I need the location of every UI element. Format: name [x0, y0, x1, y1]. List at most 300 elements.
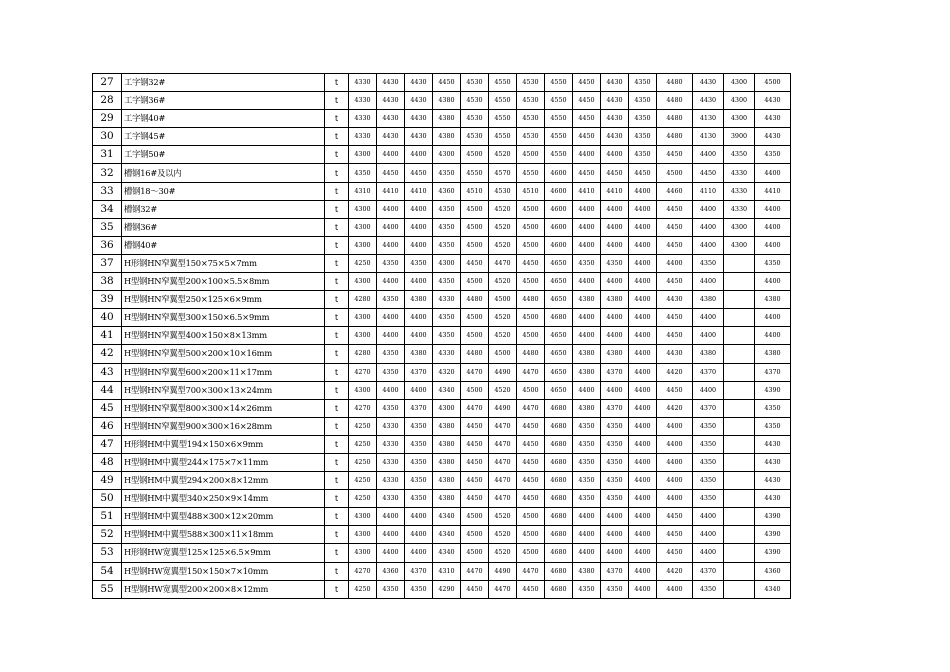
price-cell: 4350 — [693, 472, 724, 490]
price-cell: 4400 — [693, 200, 724, 218]
price-cell: 4500 — [517, 381, 545, 399]
price-cell: 4300 — [349, 273, 377, 291]
price-cell: 4350 — [601, 580, 629, 598]
price-cell: 4500 — [517, 327, 545, 345]
price-cell: 4450 — [517, 435, 545, 453]
price-cell: 4400 — [405, 508, 433, 526]
unit-cell: t — [325, 128, 349, 146]
material-name: H型钢HM中翼型244×175×7×11mm — [122, 453, 325, 471]
price-cell: 4400 — [573, 544, 601, 562]
table-row — [93, 472, 791, 490]
price-cell: 4450 — [601, 164, 629, 182]
price-cell: 4330 — [724, 164, 755, 182]
price-cell: 4330 — [377, 417, 405, 435]
price-cell: 4380 — [405, 291, 433, 309]
price-cell: 4530 — [461, 92, 489, 110]
price-cell: 4310 — [433, 562, 461, 580]
row-number: 31 — [93, 146, 122, 164]
price-cell: 4110 — [693, 182, 724, 200]
price-cell: 4350 — [724, 146, 755, 164]
price-cell: 4400 — [377, 236, 405, 254]
price-cell: 4450 — [517, 580, 545, 598]
price-cell: 4400 — [377, 526, 405, 544]
price-cell: 4450 — [517, 453, 545, 471]
price-cell: 4450 — [573, 164, 601, 182]
price-cell — [724, 254, 755, 272]
price-cell: 4400 — [657, 490, 693, 508]
row-number: 36 — [93, 236, 122, 254]
price-cell: 4330 — [349, 110, 377, 128]
price-cell: 4250 — [349, 580, 377, 598]
price-cell: 4380 — [433, 453, 461, 471]
price-cell: 4400 — [693, 526, 724, 544]
price-cell: 4400 — [377, 508, 405, 526]
price-cell: 4450 — [657, 544, 693, 562]
steel-price-table — [92, 73, 791, 599]
price-cell: 4290 — [433, 580, 461, 598]
unit-cell: t — [325, 490, 349, 508]
price-cell: 4500 — [461, 236, 489, 254]
price-cell: 4400 — [601, 146, 629, 164]
price-cell: 4350 — [573, 472, 601, 490]
price-cell: 4650 — [545, 363, 573, 381]
price-cell: 4300 — [724, 236, 755, 254]
price-cell: 4400 — [657, 472, 693, 490]
price-cell: 4400 — [629, 490, 657, 508]
material-name: H型钢HM中翼型340×250×9×14mm — [122, 490, 325, 508]
price-cell: 4520 — [489, 309, 517, 327]
price-cell: 4400 — [377, 146, 405, 164]
price-cell: 4300 — [349, 146, 377, 164]
price-cell: 4400 — [573, 327, 601, 345]
material-name: H型钢HN窄翼型600×200×11×17mm — [122, 363, 325, 381]
price-cell: 4400 — [573, 236, 601, 254]
table-row — [93, 128, 791, 146]
price-cell: 4400 — [377, 544, 405, 562]
price-cell: 4430 — [405, 92, 433, 110]
price-cell: 4470 — [461, 363, 489, 381]
price-cell — [724, 580, 755, 598]
price-cell: 4470 — [517, 363, 545, 381]
price-cell: 4500 — [461, 544, 489, 562]
price-cell: 4490 — [489, 399, 517, 417]
price-cell: 4380 — [405, 345, 433, 363]
price-cell: 4480 — [657, 128, 693, 146]
price-cell: 4350 — [601, 417, 629, 435]
price-cell: 4400 — [693, 544, 724, 562]
row-number: 47 — [93, 435, 122, 453]
price-cell: 4450 — [517, 417, 545, 435]
price-cell: 4450 — [405, 164, 433, 182]
price-cell: 4600 — [545, 200, 573, 218]
price-cell: 4500 — [461, 218, 489, 236]
price-cell: 4650 — [545, 381, 573, 399]
price-cell: 4400 — [629, 218, 657, 236]
row-number: 55 — [93, 580, 122, 598]
row-number: 54 — [93, 562, 122, 580]
price-cell: 4400 — [377, 381, 405, 399]
price-cell: 4400 — [693, 381, 724, 399]
price-cell: 4400 — [629, 236, 657, 254]
price-cell: 4380 — [433, 110, 461, 128]
price-cell — [724, 399, 755, 417]
price-cell: 4350 — [405, 490, 433, 508]
price-cell: 4550 — [489, 92, 517, 110]
price-cell: 4300 — [349, 218, 377, 236]
price-cell: 4350 — [693, 490, 724, 508]
price-cell: 4520 — [489, 508, 517, 526]
price-cell: 4450 — [461, 580, 489, 598]
price-cell: 4400 — [377, 309, 405, 327]
price-cell: 4480 — [657, 110, 693, 128]
unit-cell: t — [325, 453, 349, 471]
material-name: H型钢HW宽翼型200×200×8×12mm — [122, 580, 325, 598]
price-cell: 4450 — [657, 381, 693, 399]
price-cell: 4350 — [601, 435, 629, 453]
price-cell: 4650 — [545, 345, 573, 363]
unit-cell: t — [325, 254, 349, 272]
price-cell: 4330 — [349, 92, 377, 110]
price-cell: 4450 — [657, 526, 693, 544]
price-cell — [724, 490, 755, 508]
price-cell: 4510 — [461, 182, 489, 200]
price-cell: 4400 — [693, 327, 724, 345]
unit-cell: t — [325, 74, 349, 92]
price-cell: 4330 — [349, 74, 377, 92]
price-cell: 4380 — [433, 435, 461, 453]
price-cell: 4520 — [489, 273, 517, 291]
price-cell: 4510 — [517, 182, 545, 200]
material-name: H形钢HN窄翼型150×75×5×7mm — [122, 254, 325, 272]
price-cell: 4500 — [461, 381, 489, 399]
price-cell: 4680 — [545, 435, 573, 453]
price-cell: 4460 — [657, 182, 693, 200]
price-cell: 4500 — [489, 345, 517, 363]
price-cell: 4410 — [755, 182, 791, 200]
price-cell: 4350 — [629, 92, 657, 110]
price-cell: 4500 — [517, 218, 545, 236]
row-number: 49 — [93, 472, 122, 490]
price-cell — [724, 508, 755, 526]
price-cell: 4520 — [489, 544, 517, 562]
price-cell: 4680 — [545, 309, 573, 327]
row-number: 34 — [93, 200, 122, 218]
price-cell: 4350 — [601, 453, 629, 471]
price-cell: 4500 — [517, 508, 545, 526]
unit-cell: t — [325, 435, 349, 453]
price-cell: 4450 — [517, 490, 545, 508]
price-cell: 4400 — [755, 273, 791, 291]
price-cell: 4400 — [377, 327, 405, 345]
price-cell: 4400 — [755, 327, 791, 345]
price-cell: 4530 — [517, 74, 545, 92]
price-cell: 4380 — [573, 399, 601, 417]
price-cell: 4250 — [349, 254, 377, 272]
price-cell: 4370 — [405, 399, 433, 417]
price-cell: 4250 — [349, 417, 377, 435]
price-cell: 4530 — [461, 74, 489, 92]
unit-cell: t — [325, 110, 349, 128]
price-cell: 4350 — [573, 417, 601, 435]
price-cell: 4400 — [693, 236, 724, 254]
price-cell: 4400 — [405, 236, 433, 254]
price-cell: 4400 — [573, 273, 601, 291]
unit-cell: t — [325, 544, 349, 562]
price-cell: 4450 — [461, 472, 489, 490]
material-name: 工字钢50# — [122, 146, 325, 164]
table-row — [93, 417, 791, 435]
table-row — [93, 580, 791, 598]
price-cell — [724, 544, 755, 562]
price-cell: 4350 — [377, 363, 405, 381]
price-cell: 4300 — [724, 92, 755, 110]
price-cell: 4400 — [629, 435, 657, 453]
price-cell: 4520 — [489, 381, 517, 399]
price-cell: 4400 — [377, 200, 405, 218]
row-number: 27 — [93, 74, 122, 92]
price-cell — [724, 435, 755, 453]
price-cell: 4680 — [545, 544, 573, 562]
price-cell: 4430 — [405, 110, 433, 128]
price-cell: 4350 — [405, 580, 433, 598]
price-cell: 4480 — [461, 291, 489, 309]
row-number: 28 — [93, 92, 122, 110]
material-name: 槽钢36# — [122, 218, 325, 236]
price-cell: 4350 — [405, 453, 433, 471]
material-name: H型钢HW宽翼型150×150×7×10mm — [122, 562, 325, 580]
price-cell: 4400 — [405, 309, 433, 327]
price-cell: 4450 — [657, 146, 693, 164]
unit-cell: t — [325, 580, 349, 598]
material-name: 工字钢45# — [122, 128, 325, 146]
price-cell: 4500 — [517, 273, 545, 291]
price-cell: 4380 — [601, 345, 629, 363]
price-cell: 4350 — [433, 236, 461, 254]
table-row — [93, 508, 791, 526]
price-cell: 4400 — [629, 544, 657, 562]
material-name: 槽钢18～30# — [122, 182, 325, 200]
price-cell: 4130 — [693, 128, 724, 146]
price-cell: 4450 — [461, 435, 489, 453]
price-cell: 4430 — [405, 128, 433, 146]
price-cell: 4550 — [489, 128, 517, 146]
price-cell: 4500 — [517, 544, 545, 562]
price-cell: 4330 — [377, 472, 405, 490]
price-cell: 4430 — [755, 490, 791, 508]
material-name: 槽钢40# — [122, 236, 325, 254]
price-cell: 4430 — [693, 74, 724, 92]
price-cell: 4350 — [573, 254, 601, 272]
price-cell: 4450 — [573, 110, 601, 128]
price-cell: 4450 — [693, 164, 724, 182]
price-cell: 4470 — [489, 417, 517, 435]
price-cell: 4400 — [601, 218, 629, 236]
price-cell: 4430 — [693, 92, 724, 110]
price-cell: 4400 — [405, 327, 433, 345]
price-cell: 4450 — [461, 453, 489, 471]
price-cell: 4450 — [433, 74, 461, 92]
price-cell: 4280 — [349, 291, 377, 309]
material-name: H型钢HN窄翼型700×300×13×24mm — [122, 381, 325, 399]
price-cell: 4450 — [657, 273, 693, 291]
price-cell: 4430 — [601, 128, 629, 146]
row-number: 38 — [93, 273, 122, 291]
row-number: 33 — [93, 182, 122, 200]
unit-cell: t — [325, 508, 349, 526]
price-cell — [724, 309, 755, 327]
price-cell: 4420 — [657, 562, 693, 580]
price-cell: 4370 — [601, 363, 629, 381]
price-cell: 4400 — [755, 236, 791, 254]
price-cell: 4350 — [755, 146, 791, 164]
price-cell — [724, 526, 755, 544]
price-cell: 4430 — [377, 128, 405, 146]
price-cell: 4400 — [629, 327, 657, 345]
row-number: 44 — [93, 381, 122, 399]
price-cell: 4480 — [517, 345, 545, 363]
price-cell: 4550 — [545, 146, 573, 164]
price-cell: 4390 — [755, 526, 791, 544]
price-cell: 4600 — [545, 218, 573, 236]
price-cell: 4300 — [724, 74, 755, 92]
price-cell: 4400 — [405, 273, 433, 291]
price-cell: 4350 — [693, 417, 724, 435]
price-cell: 4680 — [545, 490, 573, 508]
material-name: H型钢HN窄翼型300×150×6.5×9mm — [122, 309, 325, 327]
price-cell: 4380 — [433, 490, 461, 508]
unit-cell: t — [325, 309, 349, 327]
material-name: H型钢HM中翼型488×300×12×20mm — [122, 508, 325, 526]
table-row — [93, 218, 791, 236]
price-cell: 4480 — [657, 92, 693, 110]
material-name: H型钢HM中翼型588×300×11×18mm — [122, 526, 325, 544]
price-cell: 4530 — [517, 110, 545, 128]
price-cell: 4550 — [489, 110, 517, 128]
price-cell: 4370 — [601, 562, 629, 580]
price-cell: 4380 — [693, 345, 724, 363]
price-cell: 4520 — [489, 146, 517, 164]
price-cell: 4400 — [629, 417, 657, 435]
price-cell: 4370 — [693, 562, 724, 580]
price-cell: 4550 — [461, 164, 489, 182]
price-cell: 4430 — [405, 74, 433, 92]
price-cell — [724, 291, 755, 309]
price-cell: 4370 — [755, 363, 791, 381]
price-cell — [724, 381, 755, 399]
price-cell: 4500 — [461, 146, 489, 164]
price-cell: 4450 — [629, 164, 657, 182]
price-cell: 4400 — [657, 417, 693, 435]
price-cell: 4520 — [489, 236, 517, 254]
price-cell: 4680 — [545, 526, 573, 544]
price-cell: 4350 — [405, 435, 433, 453]
table-row — [93, 363, 791, 381]
price-cell: 4380 — [433, 128, 461, 146]
price-cell: 4450 — [461, 254, 489, 272]
price-cell: 4380 — [433, 92, 461, 110]
price-cell — [724, 472, 755, 490]
price-cell: 4400 — [693, 273, 724, 291]
price-cell: 4350 — [377, 291, 405, 309]
unit-cell: t — [325, 381, 349, 399]
price-cell: 4370 — [405, 363, 433, 381]
table-row — [93, 146, 791, 164]
price-cell: 4400 — [657, 435, 693, 453]
price-cell: 4390 — [755, 381, 791, 399]
price-cell: 4350 — [405, 472, 433, 490]
price-cell: 4350 — [573, 490, 601, 508]
price-cell: 4430 — [755, 128, 791, 146]
price-cell — [724, 453, 755, 471]
unit-cell: t — [325, 399, 349, 417]
price-cell: 4430 — [601, 92, 629, 110]
price-cell: 4350 — [573, 580, 601, 598]
price-cell: 4470 — [461, 562, 489, 580]
table-row — [93, 435, 791, 453]
row-number: 46 — [93, 417, 122, 435]
row-number: 37 — [93, 254, 122, 272]
price-cell: 4400 — [601, 508, 629, 526]
price-cell: 4400 — [405, 146, 433, 164]
table-row — [93, 345, 791, 363]
price-cell: 4400 — [573, 508, 601, 526]
price-cell: 4350 — [377, 345, 405, 363]
price-cell: 4300 — [349, 327, 377, 345]
price-cell: 4680 — [545, 562, 573, 580]
material-name: H型钢HN窄翼型500×200×10×16mm — [122, 345, 325, 363]
price-cell: 4390 — [755, 508, 791, 526]
price-cell: 4400 — [573, 146, 601, 164]
price-cell: 4400 — [657, 580, 693, 598]
table-row — [93, 309, 791, 327]
price-cell: 4350 — [601, 490, 629, 508]
price-cell: 4430 — [377, 74, 405, 92]
price-cell: 4470 — [489, 435, 517, 453]
price-cell: 4380 — [601, 291, 629, 309]
price-cell: 4400 — [601, 200, 629, 218]
price-cell: 4270 — [349, 562, 377, 580]
table-row — [93, 490, 791, 508]
price-cell: 4330 — [377, 453, 405, 471]
material-name: H型钢HN窄翼型900×300×16×28mm — [122, 417, 325, 435]
price-cell: 4450 — [461, 490, 489, 508]
price-cell: 4430 — [755, 92, 791, 110]
price-cell: 4450 — [517, 254, 545, 272]
price-cell: 4350 — [755, 417, 791, 435]
price-cell: 4480 — [461, 345, 489, 363]
price-cell: 4400 — [629, 182, 657, 200]
price-cell: 4300 — [349, 236, 377, 254]
price-cell: 4380 — [433, 417, 461, 435]
price-cell: 4350 — [377, 254, 405, 272]
price-cell: 4350 — [433, 273, 461, 291]
price-cell: 4400 — [629, 453, 657, 471]
unit-cell: t — [325, 327, 349, 345]
row-number: 41 — [93, 327, 122, 345]
price-cell: 4350 — [377, 580, 405, 598]
price-cell: 4350 — [755, 254, 791, 272]
price-cell: 4350 — [573, 435, 601, 453]
price-cell: 4300 — [724, 110, 755, 128]
price-cell: 4450 — [657, 236, 693, 254]
row-number: 29 — [93, 110, 122, 128]
price-cell: 4500 — [461, 327, 489, 345]
price-cell: 4400 — [405, 526, 433, 544]
price-cell: 4400 — [755, 218, 791, 236]
price-cell: 4530 — [517, 128, 545, 146]
price-cell: 4400 — [405, 544, 433, 562]
price-cell: 4600 — [545, 236, 573, 254]
